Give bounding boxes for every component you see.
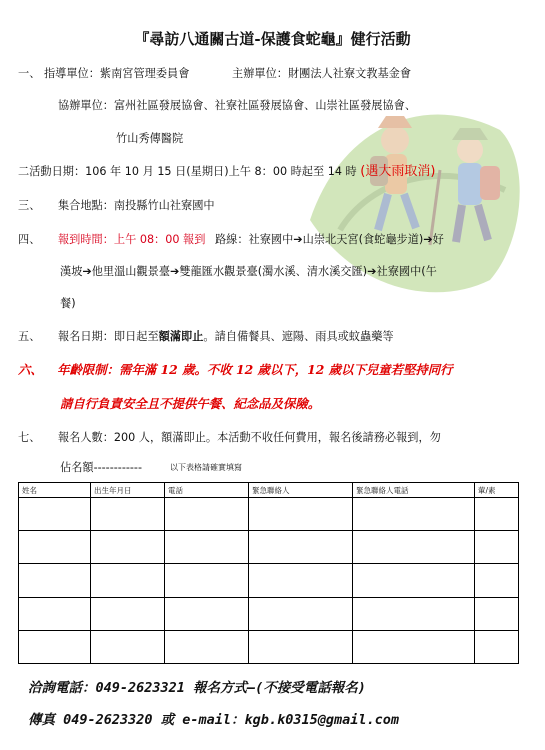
cell-birthdate[interactable] <box>91 498 165 531</box>
cell-name[interactable] <box>19 564 91 597</box>
organizer-label: 主辦單位： <box>232 67 288 80</box>
advisor-label: 指導單位： <box>43 67 100 80</box>
cell-name[interactable] <box>19 531 91 564</box>
cell-diet[interactable] <box>475 531 519 564</box>
age-limit: 年齡限制：需年滿 12 歲。不收 12 歲以下，12 歲以下兒童若堅持同行 <box>57 362 453 377</box>
header-emergency-contact: 緊急聯絡人 <box>249 483 353 498</box>
headcount: 報名人數：200 人，額滿即止。本活動不收任何費用，報名後請務必報到，勿 <box>57 431 441 444</box>
cell-emergency-phone[interactable] <box>353 498 475 531</box>
header-birthdate: 出生年月日 <box>91 483 165 498</box>
page-title: 『尋訪八通關古道-保護食蛇龜』健行活動 <box>134 30 411 48</box>
cell-emergency-phone[interactable] <box>353 564 475 597</box>
cell-diet[interactable] <box>475 564 519 597</box>
cell-phone[interactable] <box>165 564 249 597</box>
registration-date-row <box>18 329 394 345</box>
section-number: 四、 <box>18 233 41 246</box>
cell-emergency-phone[interactable] <box>353 630 475 663</box>
section-number: 三、 <box>18 199 41 212</box>
route-row-3: 餐) <box>60 297 76 310</box>
co-organizer-row <box>58 98 416 114</box>
co-organizer-label: 協辦單位： <box>58 99 114 112</box>
cell-birthdate[interactable] <box>91 630 165 663</box>
bring-items: 。請自備餐具、遮陽、雨具或蚊蟲藥等 <box>203 330 394 343</box>
until-full: 額滿即止 <box>158 330 204 343</box>
cell-emergency-phone[interactable] <box>353 597 475 630</box>
cell-birthdate[interactable] <box>91 597 165 630</box>
registration-table <box>18 482 519 664</box>
co-organizer-value: 富州社區發展協會、社寮社區發展協會、山崇社區發展協會、 <box>113 99 417 112</box>
advisor-value: 紫南宮管理委員會 <box>99 67 190 80</box>
header-phone: 電話 <box>165 483 249 498</box>
route: 路線：社寮國中➔山崇北天宮(食蛇龜步道)➔好 <box>214 233 444 246</box>
cell-emergency-phone[interactable] <box>353 531 475 564</box>
cell-name[interactable] <box>19 630 91 663</box>
contact-phone: 洽詢電話：049-2623321 報名方式—(不接受電話報名) <box>28 680 366 696</box>
section-1-row-1 <box>18 66 189 82</box>
contact-fax-email: 傳真 049-2623320 或 e-mail：kgb.k0315@gmail.com <box>28 712 399 728</box>
cell-emergency-contact[interactable] <box>249 531 353 564</box>
cell-phone[interactable] <box>165 531 249 564</box>
cell-phone[interactable] <box>165 498 249 531</box>
table-header-row <box>19 483 519 498</box>
cell-diet[interactable] <box>475 498 519 531</box>
age-limit-row-1 <box>18 360 453 378</box>
age-limit-row-2: 請自行負責安全且不提供午餐、紀念品及保險。 <box>60 396 321 411</box>
event-date-row <box>18 164 435 180</box>
section-number: 六、 <box>18 362 43 377</box>
cell-phone[interactable] <box>165 597 249 630</box>
table-row[interactable] <box>19 630 519 663</box>
headcount-row <box>18 430 441 446</box>
section-number: 五、 <box>18 330 41 343</box>
cell-emergency-contact[interactable] <box>249 630 353 663</box>
rain-cancel-note: (遇大雨取消) <box>360 164 436 179</box>
header-name: 姓名 <box>19 483 91 498</box>
cell-emergency-contact[interactable] <box>249 597 353 630</box>
table-row[interactable] <box>19 531 519 564</box>
fill-form-note: 以下表格請確實填寫 <box>170 463 242 472</box>
header-diet: 葷/素 <box>475 483 519 498</box>
organizer-row <box>232 66 411 82</box>
route-row-2: 漢坡➔他里溫山觀景臺➔雙龍匯水觀景臺(濁水溪、清水溪交匯)➔社寮國中(午 <box>60 265 437 278</box>
table-row[interactable] <box>19 564 519 597</box>
event-date: 二活動日期：106 年 10 月 15 日(星期日)上午 8：00 時起至 14 時 <box>18 165 357 178</box>
route-row-1 <box>18 232 444 248</box>
headcount-row-2: 佔名額------------ <box>60 461 143 474</box>
table-row[interactable] <box>19 498 519 531</box>
organizer-value: 財團法人社寮文教基金會 <box>287 67 412 80</box>
table-row[interactable] <box>19 597 519 630</box>
cell-birthdate[interactable] <box>91 531 165 564</box>
cell-diet[interactable] <box>475 630 519 663</box>
cell-phone[interactable] <box>165 630 249 663</box>
header-emergency-phone: 緊急聯絡人電話 <box>353 483 475 498</box>
meeting-place-row <box>18 198 215 214</box>
report-time: 報到時間：上午 08：00 報到 <box>57 233 206 246</box>
cell-name[interactable] <box>19 498 91 531</box>
cell-diet[interactable] <box>475 597 519 630</box>
cell-name[interactable] <box>19 597 91 630</box>
meeting-place: 集合地點：南投縣竹山社寮國中 <box>57 199 215 212</box>
section-number: 七、 <box>18 431 41 444</box>
co-organizer-row-2: 竹山秀傳醫院 <box>116 132 184 145</box>
registration-date: 報名日期：即日起至 <box>57 330 159 343</box>
cell-birthdate[interactable] <box>91 564 165 597</box>
cell-emergency-contact[interactable] <box>249 564 353 597</box>
section-number: 一、 <box>18 67 41 80</box>
cell-emergency-contact[interactable] <box>249 498 353 531</box>
